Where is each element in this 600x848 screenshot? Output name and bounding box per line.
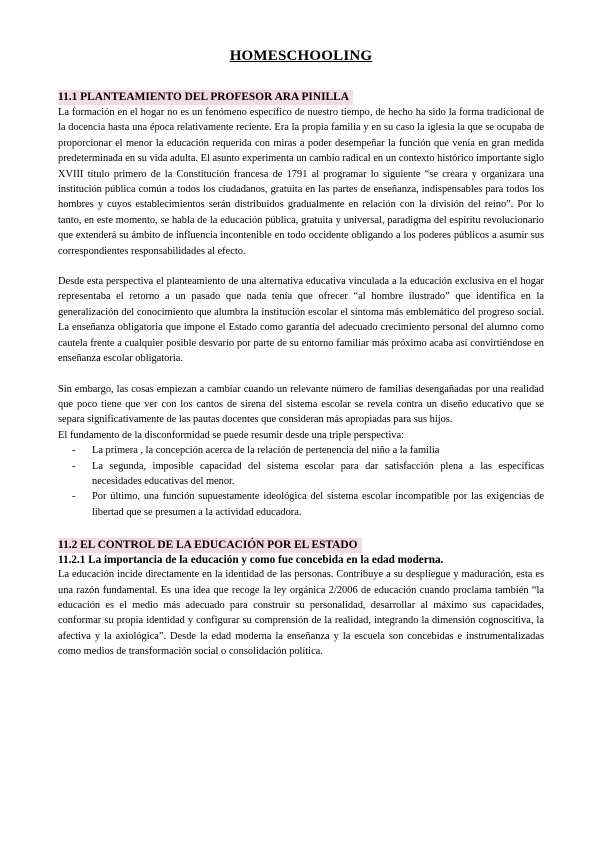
paragraph: La educación incide directamente en la identidad de las personas. Contribuye a su despliegue y maduración, esta es una razón fundamental. Es una idea que recoge la ley orgánica 2/2006 de educación cuando proclama también “la educación es el medio más adecuado para construir su personalidad, desarrollar al máximo sus capacidades, conformar su propia identidad y configurar su comprensión de la realidad, integrando la dimensión cognoscitiva, la afectiva y la axiológica”. Desde la edad moderna la enseñanza y la escuela son concebidas e instrumentalizadas como medios de transformación social o consolidación política. [58,569,544,658]
subsection-heading-11-2-1: 11.2.1 La importancia de la educación y como fue concebida en la edad moderna. [58,554,444,567]
list-item: - La segunda, imposible capacidad del sistema escolar para dar satisfacción plena a las específicas necesidades educativas del menor. [72,460,544,487]
paragraph: Sin embargo, las cosas empiezan a cambiar cuando un relevante número de familias desengañadas por una realidad que poco tiene que ver con los cantos de sirena del sistema escolar se revela contra un diseño educativo que se separa significativamente de las pautas docentes que consideran más apropiadas para sus hijos. [58,383,544,426]
list-bullet: - [72,460,76,472]
section-heading-11-1: 11.1 PLANTEAMIENTO DEL PROFESOR ARA PINILLA [58,90,353,105]
perspective-list [58,443,544,520]
paragraph: El fundamento de la disconformidad se puede resumir desde una triple perspectiva: [58,429,404,441]
list-item: - Por último, una función supuestamente ideológica del sistema escolar incompatible por las exigencias de libertad que se presumen a la actividad educadora. [72,491,544,518]
document-page [58,48,544,660]
list-bullet: - [72,445,76,457]
section-heading-11-2: 11.2 EL CONTROL DE LA EDUCACIÓN POR EL ESTADO [58,538,362,553]
list-bullet: - [72,491,76,503]
paragraph: Desde esta perspectiva el planteamiento de una alternativa educativa vinculada a la educación exclusiva en el hogar representaba el retorno a un pasado que nada tenía que ofrecer “al hombre ilustrado” que identifica en la generalización del conocimiento que alumbra la institución escolar el síntoma más emblemático del progreso social. La enseñanza obligatoria que impone el Estado como garantía del adecuado crecimiento personal del alumno como cautela frente a cualquier posible desvarío por parte de su entorno familiar más próximo acaba así convirtiéndose en enseñanza escolar obligatoria. [58,276,544,365]
document-title: HOMESCHOOLING [229,48,373,64]
paragraph: La formación en el hogar no es un fenómeno específico de nuestro tiempo, de hecho ha sido la forma tradicional de la docencia hasta una época relativamente reciente. Era la propia familia y en su caso la iglesia la que se ocupaba de proporcionar el menor la educación requerida con miras a poder desempeñar la función que venía en gran medida predeterminada en su vida adulta. El asunto experimenta un cambio radical en un contexto histórico importante siglo XVIII título primero de la Constitución francesa de 1791 al programar lo siguiente “se creara y organizara una institución pública común a todos los ciudadanos, gratuita en las partes de enseñanza, indispensables para todos los hombres y cuyos establecimientos serán distribuidos gradualmente en relación con la división del reino”. Por lo tanto, en este momento, se habla de la educación pública, gratuita y universal, paradigma del espíritu revolucionario que extenderá su ámbito de influencia incontenible en todo occidente obligando a los poderes públicos a asumir sus correspondientes responsabilidades al efecto. [58,107,544,257]
list-item: - La primera , la concepción acerca de la relación de pertenencia del niño a la familia [58,443,544,458]
